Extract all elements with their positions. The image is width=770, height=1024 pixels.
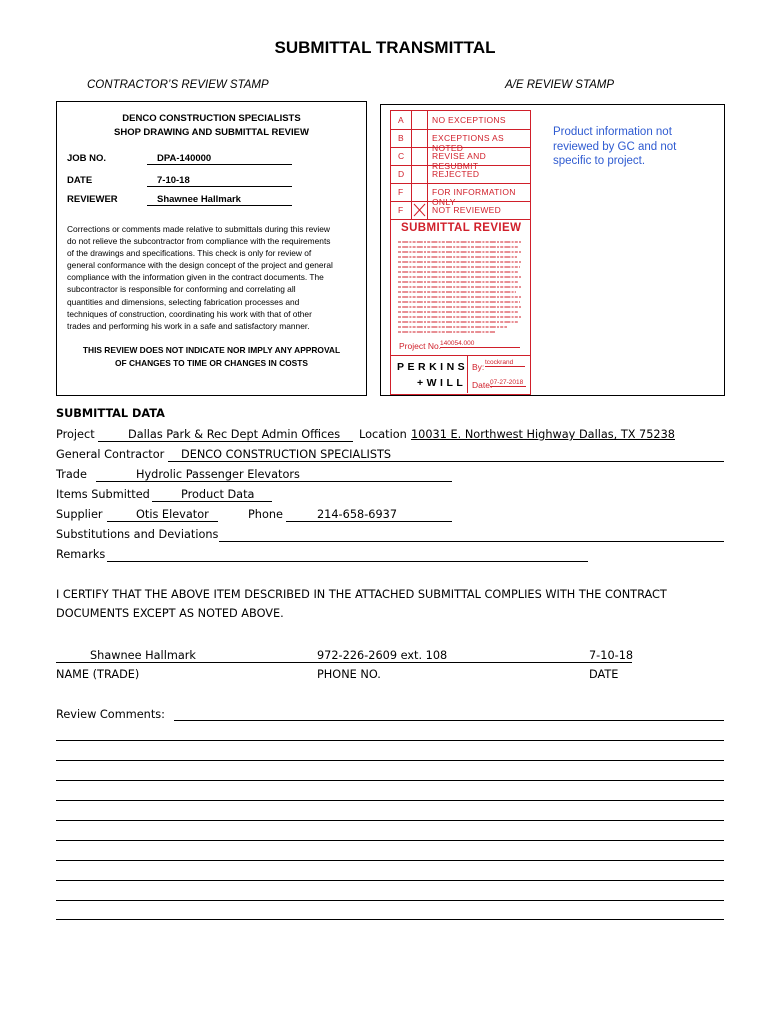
option-letter: D (398, 169, 405, 179)
check-x-icon (413, 203, 426, 217)
substitutions-label: Substitutions and Deviations (56, 528, 219, 541)
option-label: REVISE AND RESUBMIT (432, 151, 487, 171)
gc-label: General Contractor (56, 448, 165, 461)
review-option-a (391, 111, 530, 129)
date-label: DATE (67, 175, 93, 186)
review-option-e (391, 183, 530, 207)
supplier-value: Otis Elevator (136, 508, 209, 521)
project-no-value: 140054.000 (440, 340, 520, 348)
review-option-c (391, 147, 530, 171)
name-trade-label: NAME (TRADE) (56, 668, 140, 681)
signer-date: 7-10-18 (589, 649, 634, 662)
by-label: By: (472, 362, 485, 372)
disclaimer-line: compliance with the information given in the contract documents. The (67, 272, 324, 283)
firm-name-line2: +WILL (417, 377, 467, 389)
stamp-footer-line: THIS REVIEW DOES NOT INDICATE NOR IMPLY ANY APPROVAL (82, 345, 341, 355)
submittal-review-heading: SUBMITTAL REVIEW (401, 222, 522, 234)
page-title: SUBMITTAL TRANSMITTAL (274, 38, 496, 57)
phone-value: 214-658-6937 (317, 508, 398, 521)
perkins-will-stamp (390, 110, 531, 395)
trade-value: Hydrolic Passenger Elevators (136, 468, 300, 481)
project-value: Dallas Park & Rec Dept Admin Offices (128, 428, 341, 441)
phone-label: Phone (248, 508, 283, 521)
job-no-label: JOB NO. (67, 153, 107, 164)
contractor-stamp-subtitle: SHOP DRAWING AND SUBMITTAL REVIEW (114, 127, 309, 138)
items-label: Items Submitted (56, 488, 150, 501)
date-stamp-label: Date: (472, 380, 493, 390)
signer-phone: 972-226-2609 ext. 108 (317, 649, 448, 662)
comment-line (56, 840, 724, 841)
disclaimer-line: general conformance with the design concept of the project and general (67, 260, 333, 271)
review-option-d (391, 165, 530, 183)
comment-line (56, 880, 724, 881)
disclaimer-line: Corrections or comments made relative to submittals during this review (67, 224, 330, 234)
by-value: tcockrand (485, 359, 525, 367)
option-label: NO EXCEPTIONS (432, 115, 506, 125)
comment-line (56, 740, 724, 741)
contractor-review-stamp (56, 101, 367, 396)
project-label: Project (56, 428, 95, 441)
option-letter: C (398, 151, 405, 161)
disclaimer-line: of the drawings and specifications. This check is only for review of (67, 248, 312, 259)
items-value: Product Data (181, 488, 255, 501)
firm-name-line1: PERKINS (397, 361, 469, 373)
comment-line (56, 860, 724, 861)
review-comments-label: Review Comments: (56, 708, 165, 721)
phone-no-label: PHONE NO. (317, 668, 381, 681)
project-no-label: Project No. (399, 341, 442, 351)
remarks-label: Remarks (56, 548, 106, 561)
disclaimer-line: trades and performing his work in a safe and satisfactory manner. (67, 320, 310, 331)
reviewer-value: Shawnee Hallmark (147, 194, 292, 206)
signer-name: Shawnee Hallmark (90, 649, 196, 662)
fine-print-block (397, 240, 525, 336)
option-label: NOT REVIEWED (432, 205, 502, 215)
option-label: FOR INFORMATION ONLY (432, 187, 516, 207)
comment-line (56, 780, 724, 781)
job-no-row (67, 153, 347, 167)
review-options (391, 111, 530, 219)
stamp-footer-line: OF CHANGES TO TIME OR CHANGES IN COSTS (115, 358, 308, 368)
trade-label: Trade (56, 468, 87, 481)
review-option-b (391, 129, 530, 153)
date-label-footer: DATE (589, 668, 619, 681)
date-stamp-value: 07-27-2018 (490, 379, 526, 387)
disclaimer-paragraph (67, 223, 355, 332)
comment-line (56, 900, 724, 901)
comment-line (56, 760, 724, 761)
gc-value: DENCO CONSTRUCTION SPECIALISTS (181, 448, 392, 461)
disclaimer-line: quantities and dimensions, selecting fabrication processes and (67, 296, 300, 307)
option-letter: F (398, 205, 404, 215)
supplier-label: Supplier (56, 508, 103, 521)
certification-line2: DOCUMENTS EXCEPT AS NOTED ABOVE. (56, 607, 284, 620)
comment-line (56, 919, 724, 920)
contractor-stamp-label: CONTRACTOR’S REVIEW STAMP (87, 79, 269, 91)
option-label: EXCEPTIONS AS NOTED (432, 133, 504, 153)
option-letter: B (398, 133, 404, 143)
location-value: 10031 E. Northwest Highway Dallas, TX 75238 (411, 428, 675, 441)
option-letter: F (398, 187, 404, 197)
option-letter: A (398, 115, 404, 125)
option-label: REJECTED (432, 169, 480, 179)
stamp-footer (57, 344, 366, 370)
job-no-value: DPA-140000 (147, 153, 292, 165)
contractor-company-name: DENCO CONSTRUCTION SPECIALISTS (122, 113, 301, 124)
disclaimer-line: techniques of construction, coordinating his work with that of other (67, 308, 312, 319)
location-label: Location (359, 428, 407, 441)
date-value: 7-10-18 (147, 175, 292, 187)
ae-stamp-label: A/E REVIEW STAMP (505, 79, 615, 91)
firm-block (391, 355, 530, 393)
comment-line (56, 800, 724, 801)
comment-line (56, 820, 724, 821)
review-note: Product information not reviewed by GC and not specific to project. (553, 126, 677, 167)
disclaimer-line: do not relieve the subcontractor from compliance with the requirements (67, 236, 331, 247)
date-row (67, 175, 347, 189)
review-option-f (391, 201, 530, 219)
submittal-data-heading: SUBMITTAL DATA (56, 407, 165, 420)
reviewer-row (67, 194, 347, 208)
disclaimer-line: subcontractor is responsible for conforming and correlating all (67, 284, 296, 295)
reviewer-label: REVIEWER (67, 194, 118, 205)
certification-line1: I CERTIFY THAT THE ABOVE ITEM DESCRIBED IN THE ATTACHED SUBMITTAL COMPLIES WITH THE CONTRACT (56, 588, 667, 601)
